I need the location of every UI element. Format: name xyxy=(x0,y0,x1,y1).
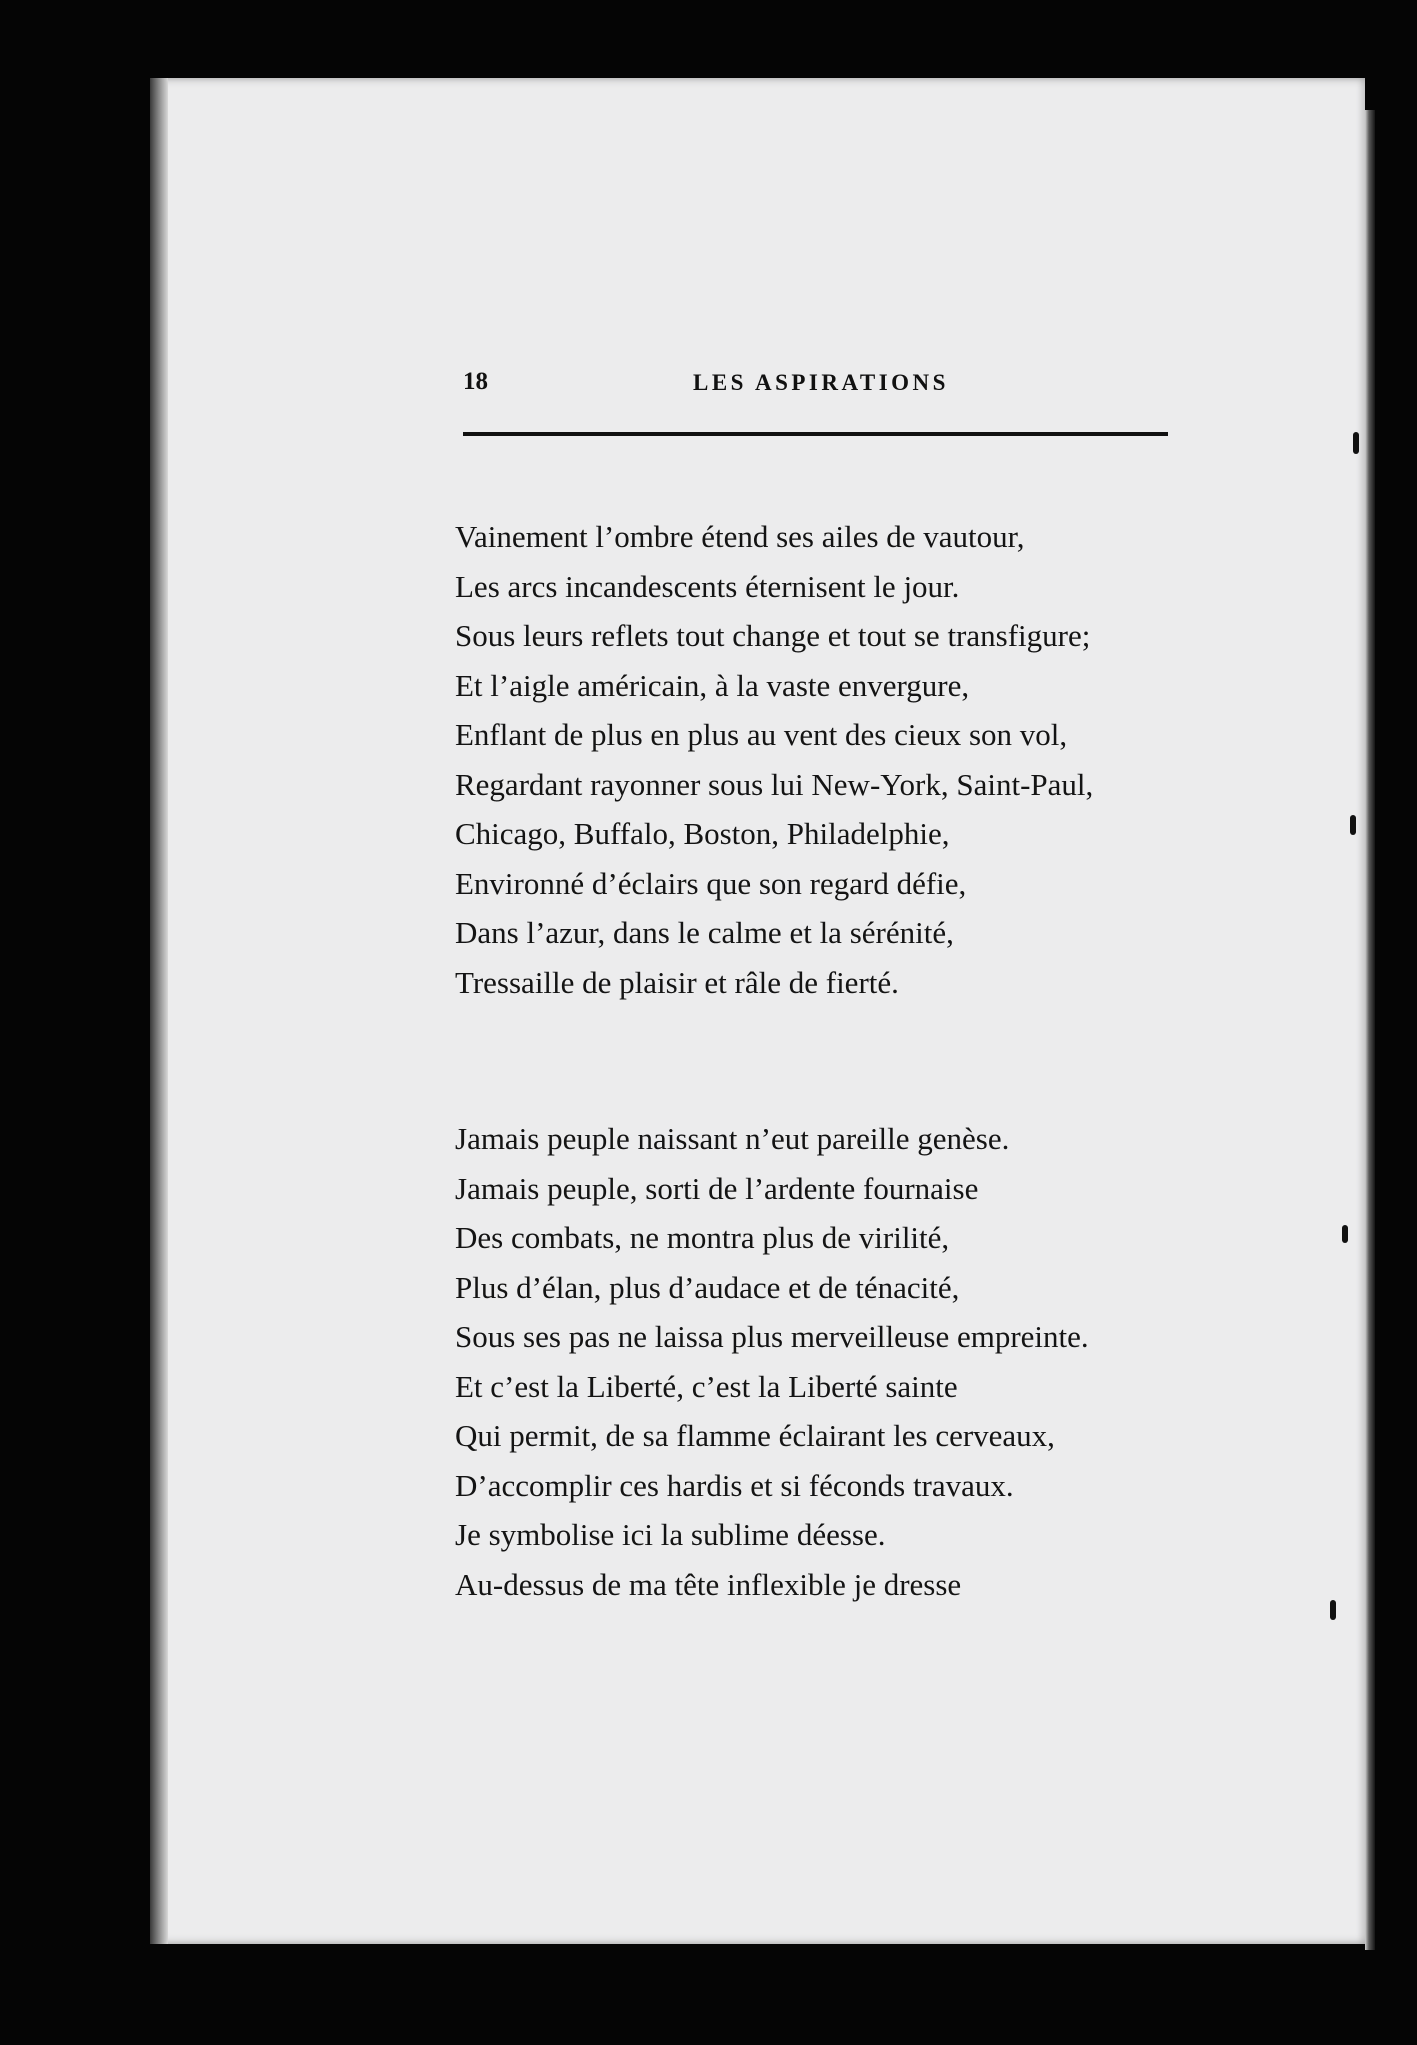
verse-line: Et l’aigle américain, à la vaste envergure, xyxy=(455,667,970,703)
verse-line: Sous leurs reflets tout change et tout se transfigure; xyxy=(455,618,1091,653)
edge-speck xyxy=(1353,432,1359,454)
verse-line: Jamais peuple, sorti de l’ardente fournaise xyxy=(455,1170,979,1206)
edge-speck xyxy=(1342,1225,1348,1243)
verse-line: Environné d’éclairs que son regard défie, xyxy=(455,865,967,901)
verse-line: Vainement l’ombre étend ses ailes de vautour, xyxy=(455,519,1025,554)
verse-line: Tressaille de plaisir et râle de fierté. xyxy=(455,964,899,1000)
header-rule xyxy=(463,432,1168,436)
stanza-1 xyxy=(455,512,1093,1007)
page-right-edge xyxy=(1365,110,1375,1950)
verse-line: Enflant de plus en plus au vent des cieux son vol, xyxy=(455,717,1068,752)
verse-line: Les arcs incandescents éternisent le jour. xyxy=(455,568,960,604)
verse-line: Au-dessus de ma tête inflexible je dresse xyxy=(455,1566,962,1602)
verse-line: D’accomplir ces hardis et si féconds travaux. xyxy=(455,1467,1014,1503)
verse-line: Sous ses pas ne laissa plus merveilleuse empreinte. xyxy=(455,1319,1089,1354)
verse-line: Et c’est la Liberté, c’est la Liberté sainte xyxy=(455,1368,958,1404)
page-binding-shadow xyxy=(150,78,168,1944)
page-number: 18 xyxy=(463,368,488,395)
verse-line: Des combats, ne montra plus de virilité, xyxy=(455,1220,950,1255)
running-header xyxy=(463,368,1168,408)
verse-line: Qui permit, de sa flamme éclairant les cerveaux, xyxy=(455,1418,1055,1453)
verse-line: Plus d’élan, plus d’audace et de ténacité, xyxy=(455,1269,960,1305)
edge-speck xyxy=(1350,815,1356,835)
verse-line: Regardant rayonner sous lui New-York, Saint-Paul, xyxy=(455,766,1094,802)
verse-line: Jamais peuple naissant n’eut pareille genèse. xyxy=(455,1121,1010,1156)
verse-line: Dans l’azur, dans le calme et la sérénité, xyxy=(455,915,954,950)
stanza-2 xyxy=(455,1114,1089,1609)
edge-speck xyxy=(1330,1600,1336,1620)
verse-line: Je symbolise ici la sublime déesse. xyxy=(455,1517,886,1552)
running-title: LES ASPIRATIONS xyxy=(693,370,949,395)
book-page xyxy=(150,78,1365,1944)
verse-line: Chicago, Buffalo, Boston, Philadelphie, xyxy=(455,816,950,851)
